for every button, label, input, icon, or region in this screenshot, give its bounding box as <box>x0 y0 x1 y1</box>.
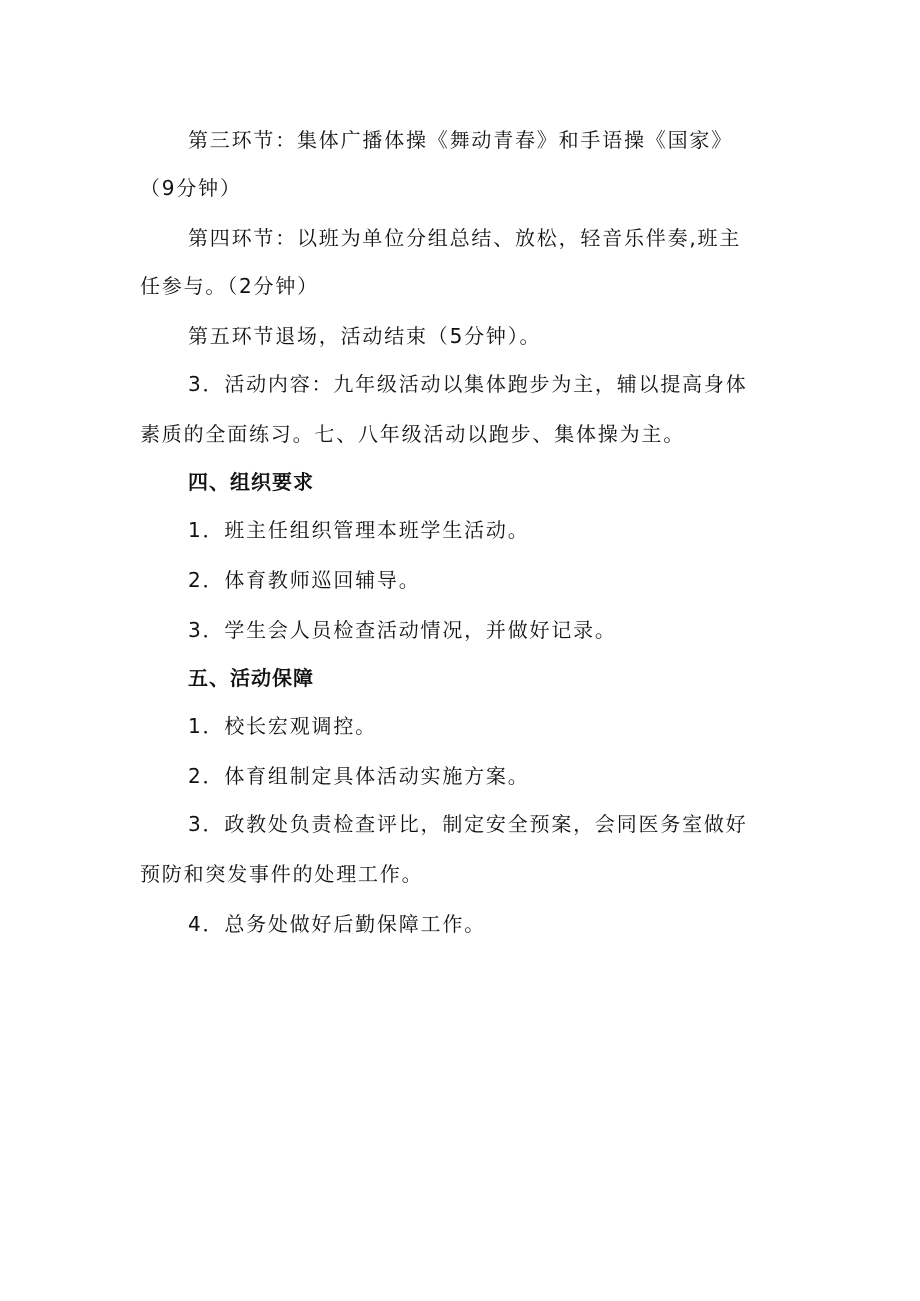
list-item-organization-3: 3．学生会人员检查活动情况，并做好记录。 <box>188 618 617 642</box>
paragraph-activity-content: 3．活动内容：九年级活动以集体跑步为主，辅以提高身体 <box>188 372 748 396</box>
section-heading-activity-guarantee: 五、活动保障 <box>188 666 314 690</box>
paragraph-activity-content-continued: 素质的全面练习。七、八年级活动以跑步、集体操为主。 <box>140 422 685 446</box>
paragraph-step-four-continued: 任参与。（2分钟） <box>140 274 319 298</box>
paragraph-step-four: 第四环节：以班为单位分组总结、放松，轻音乐伴奏,班主 <box>188 226 742 250</box>
list-item-guarantee-2: 2．体育组制定具体活动实施方案。 <box>188 764 530 788</box>
list-item-organization-1: 1．班主任组织管理本班学生活动。 <box>188 518 530 542</box>
list-item-guarantee-3-continued: 预防和突发事件的处理工作。 <box>140 862 424 886</box>
paragraph-step-three: 第三环节：集体广播体操《舞动青春》和手语操《国家》 <box>188 128 733 152</box>
paragraph-step-five: 第五环节退场，活动结束（5分钟）。 <box>188 324 542 348</box>
list-item-organization-2: 2．体育教师巡回辅导。 <box>188 568 421 592</box>
list-item-guarantee-3: 3．政教处负责检查评比，制定安全预案，会同医务室做好 <box>188 812 748 836</box>
list-item-guarantee-4: 4．总务处做好后勤保障工作。 <box>188 912 486 936</box>
paragraph-step-three-duration: （9分钟） <box>140 176 242 200</box>
list-item-guarantee-1: 1．校长宏观调控。 <box>188 714 377 738</box>
section-heading-organization-requirements: 四、组织要求 <box>188 470 314 494</box>
